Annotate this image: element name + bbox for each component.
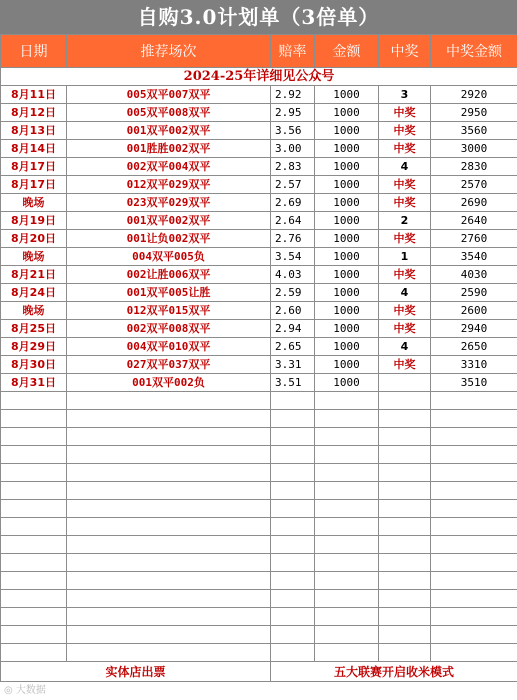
odds-cell: 3.31 (271, 356, 315, 374)
empty-cell (379, 482, 431, 500)
empty-cell (1, 410, 67, 428)
date-cell: 8月24日 (1, 284, 67, 302)
result-cell (379, 374, 431, 392)
empty-cell (67, 410, 271, 428)
empty-cell (431, 392, 517, 410)
result-cell: 4 (379, 158, 431, 176)
empty-cell (431, 518, 517, 536)
empty-cell (271, 554, 315, 572)
result-cell: 中奖 (379, 122, 431, 140)
empty-cell (431, 554, 517, 572)
empty-cell (315, 554, 379, 572)
empty-row (1, 590, 517, 608)
match-cell: 004双平010双平 (67, 338, 271, 356)
header-row (1, 35, 517, 68)
empty-cell (431, 428, 517, 446)
match-cell: 012双平029双平 (67, 176, 271, 194)
empty-cell (67, 608, 271, 626)
empty-row (1, 626, 517, 644)
empty-cell (67, 464, 271, 482)
empty-cell (379, 626, 431, 644)
odds-cell: 2.76 (271, 230, 315, 248)
odds-cell: 3.56 (271, 122, 315, 140)
empty-cell (379, 500, 431, 518)
prize-cell: 2590 (431, 284, 517, 302)
empty-cell (67, 590, 271, 608)
date-cell: 8月14日 (1, 140, 67, 158)
amount-cell: 1000 (315, 212, 379, 230)
amount-cell: 1000 (315, 374, 379, 392)
prize-cell: 3510 (431, 374, 517, 392)
empty-cell (379, 572, 431, 590)
empty-cell (271, 500, 315, 518)
prize-cell: 2830 (431, 158, 517, 176)
match-cell: 001双平002双平 (67, 122, 271, 140)
prize-cell: 2650 (431, 338, 517, 356)
empty-cell (379, 392, 431, 410)
empty-cell (67, 518, 271, 536)
empty-cell (379, 608, 431, 626)
empty-row (1, 518, 517, 536)
empty-row (1, 536, 517, 554)
col-header-win: 中奖 (379, 35, 431, 68)
amount-cell: 1000 (315, 140, 379, 158)
empty-cell (315, 590, 379, 608)
sheet-title: 自购3.0计划单（3倍单） (0, 0, 517, 34)
empty-row (1, 482, 517, 500)
empty-row (1, 644, 517, 662)
date-cell: 8月19日 (1, 212, 67, 230)
amount-cell: 1000 (315, 266, 379, 284)
match-cell: 027双平037双平 (67, 356, 271, 374)
amount-cell: 1000 (315, 284, 379, 302)
empty-cell (1, 392, 67, 410)
match-cell: 005双平008双平 (67, 104, 271, 122)
result-cell: 2 (379, 212, 431, 230)
empty-cell (1, 536, 67, 554)
date-cell: 8月11日 (1, 86, 67, 104)
prize-cell: 2920 (431, 86, 517, 104)
empty-row (1, 428, 517, 446)
empty-cell (431, 572, 517, 590)
empty-cell (431, 410, 517, 428)
empty-cell (271, 590, 315, 608)
table-row (1, 302, 517, 320)
result-cell: 中奖 (379, 266, 431, 284)
result-cell: 1 (379, 248, 431, 266)
prize-cell: 2690 (431, 194, 517, 212)
date-cell: 8月20日 (1, 230, 67, 248)
table-row (1, 284, 517, 302)
empty-cell (431, 644, 517, 662)
odds-cell: 3.54 (271, 248, 315, 266)
odds-cell: 3.00 (271, 140, 315, 158)
amount-cell: 1000 (315, 230, 379, 248)
empty-cell (1, 572, 67, 590)
table-row (1, 158, 517, 176)
empty-cell (271, 518, 315, 536)
col-header-date: 日期 (1, 35, 67, 68)
empty-cell (271, 608, 315, 626)
empty-cell (1, 464, 67, 482)
empty-cell (271, 428, 315, 446)
table-row (1, 194, 517, 212)
empty-cell (379, 554, 431, 572)
match-cell: 004双平005负 (67, 248, 271, 266)
amount-cell: 1000 (315, 176, 379, 194)
empty-cell (315, 482, 379, 500)
plan-table (0, 34, 517, 682)
date-cell: 晚场 (1, 248, 67, 266)
empty-cell (67, 482, 271, 500)
col-header-prize: 中奖金额 (431, 35, 517, 68)
empty-cell (379, 428, 431, 446)
amount-cell: 1000 (315, 86, 379, 104)
empty-cell (271, 626, 315, 644)
table-row (1, 212, 517, 230)
date-cell: 8月25日 (1, 320, 67, 338)
empty-cell (379, 464, 431, 482)
empty-cell (379, 446, 431, 464)
empty-cell (315, 572, 379, 590)
table-row (1, 356, 517, 374)
odds-cell: 2.69 (271, 194, 315, 212)
match-cell: 001双平005让胜 (67, 284, 271, 302)
prize-cell: 3540 (431, 248, 517, 266)
odds-cell: 2.95 (271, 104, 315, 122)
col-header-odds: 赔率 (271, 35, 315, 68)
empty-cell (315, 410, 379, 428)
odds-cell: 2.94 (271, 320, 315, 338)
empty-cell (67, 572, 271, 590)
empty-cell (67, 428, 271, 446)
watermark-text: 大数据 (15, 685, 46, 696)
result-cell: 中奖 (379, 140, 431, 158)
empty-cell (67, 626, 271, 644)
empty-row (1, 554, 517, 572)
empty-cell (67, 644, 271, 662)
prize-cell: 2940 (431, 320, 517, 338)
result-cell: 中奖 (379, 230, 431, 248)
empty-cell (1, 554, 67, 572)
result-cell: 中奖 (379, 320, 431, 338)
empty-cell (271, 644, 315, 662)
match-cell: 001让负002双平 (67, 230, 271, 248)
empty-cell (315, 446, 379, 464)
result-cell: 3 (379, 86, 431, 104)
empty-cell (431, 446, 517, 464)
odds-cell: 2.64 (271, 212, 315, 230)
empty-cell (431, 536, 517, 554)
empty-row (1, 500, 517, 518)
table-row (1, 122, 517, 140)
odds-cell: 2.60 (271, 302, 315, 320)
prize-cell: 2600 (431, 302, 517, 320)
empty-cell (271, 410, 315, 428)
empty-cell (315, 500, 379, 518)
prize-cell: 3000 (431, 140, 517, 158)
footer-left: 实体店出票 (1, 662, 271, 682)
camera-icon: ◎ (4, 685, 13, 696)
prize-cell: 2760 (431, 230, 517, 248)
match-cell: 001双平002负 (67, 374, 271, 392)
banner-text: 2024-25年详细见公众号 (1, 68, 517, 86)
prize-cell: 2640 (431, 212, 517, 230)
empty-cell (271, 482, 315, 500)
table-row (1, 104, 517, 122)
empty-row (1, 392, 517, 410)
table-row (1, 176, 517, 194)
empty-cell (431, 590, 517, 608)
empty-row (1, 608, 517, 626)
empty-cell (1, 590, 67, 608)
empty-row (1, 410, 517, 428)
prize-cell: 2950 (431, 104, 517, 122)
empty-cell (1, 482, 67, 500)
empty-cell (1, 428, 67, 446)
empty-cell (379, 518, 431, 536)
empty-cell (315, 626, 379, 644)
watermark-logo (4, 681, 46, 696)
empty-cell (67, 554, 271, 572)
empty-cell (379, 410, 431, 428)
amount-cell: 1000 (315, 104, 379, 122)
empty-cell (271, 572, 315, 590)
empty-cell (315, 464, 379, 482)
prize-cell: 3310 (431, 356, 517, 374)
prize-cell: 2570 (431, 176, 517, 194)
amount-cell: 1000 (315, 356, 379, 374)
empty-cell (379, 644, 431, 662)
empty-cell (1, 644, 67, 662)
empty-cell (67, 392, 271, 410)
result-cell: 4 (379, 284, 431, 302)
date-cell: 8月31日 (1, 374, 67, 392)
empty-cell (1, 626, 67, 644)
match-cell: 012双平015双平 (67, 302, 271, 320)
amount-cell: 1000 (315, 194, 379, 212)
amount-cell: 1000 (315, 338, 379, 356)
table-row (1, 86, 517, 104)
table-row (1, 230, 517, 248)
table-row (1, 320, 517, 338)
match-cell: 002让胜006双平 (67, 266, 271, 284)
amount-cell: 1000 (315, 320, 379, 338)
table-row (1, 140, 517, 158)
empty-cell (431, 608, 517, 626)
col-header-match: 推荐场次 (67, 35, 271, 68)
col-header-amount: 金额 (315, 35, 379, 68)
table-body (1, 68, 517, 662)
empty-cell (431, 464, 517, 482)
empty-cell (315, 392, 379, 410)
empty-cell (271, 392, 315, 410)
empty-cell (379, 536, 431, 554)
empty-cell (315, 608, 379, 626)
prize-cell: 3560 (431, 122, 517, 140)
empty-cell (1, 518, 67, 536)
empty-cell (271, 464, 315, 482)
amount-cell: 1000 (315, 248, 379, 266)
empty-row (1, 446, 517, 464)
footer-right: 五大联赛开启收米模式 (271, 662, 517, 682)
empty-cell (1, 500, 67, 518)
empty-cell (67, 500, 271, 518)
match-cell: 002双平008双平 (67, 320, 271, 338)
empty-cell (315, 518, 379, 536)
banner-row (1, 68, 517, 86)
footer-row (1, 662, 517, 682)
result-cell: 中奖 (379, 104, 431, 122)
match-cell: 002双平004双平 (67, 158, 271, 176)
empty-cell (67, 446, 271, 464)
date-cell: 8月12日 (1, 104, 67, 122)
empty-cell (315, 536, 379, 554)
table-row (1, 374, 517, 392)
table-row (1, 338, 517, 356)
prize-cell: 4030 (431, 266, 517, 284)
match-cell: 001胜胜002双平 (67, 140, 271, 158)
result-cell: 中奖 (379, 356, 431, 374)
result-cell: 4 (379, 338, 431, 356)
match-cell: 023双平029双平 (67, 194, 271, 212)
result-cell: 中奖 (379, 194, 431, 212)
table-row (1, 248, 517, 266)
empty-cell (1, 608, 67, 626)
table-row (1, 266, 517, 284)
odds-cell: 4.03 (271, 266, 315, 284)
amount-cell: 1000 (315, 158, 379, 176)
date-cell: 晚场 (1, 194, 67, 212)
empty-cell (379, 590, 431, 608)
date-cell: 晚场 (1, 302, 67, 320)
date-cell: 8月17日 (1, 158, 67, 176)
result-cell: 中奖 (379, 176, 431, 194)
amount-cell: 1000 (315, 302, 379, 320)
match-cell: 001双平002双平 (67, 212, 271, 230)
date-cell: 8月13日 (1, 122, 67, 140)
empty-row (1, 572, 517, 590)
odds-cell: 2.57 (271, 176, 315, 194)
empty-cell (67, 536, 271, 554)
date-cell: 8月21日 (1, 266, 67, 284)
date-cell: 8月17日 (1, 176, 67, 194)
empty-cell (315, 644, 379, 662)
odds-cell: 2.83 (271, 158, 315, 176)
result-cell: 中奖 (379, 302, 431, 320)
match-cell: 005双平007双平 (67, 86, 271, 104)
empty-cell (431, 482, 517, 500)
empty-row (1, 464, 517, 482)
empty-cell (315, 428, 379, 446)
date-cell: 8月29日 (1, 338, 67, 356)
odds-cell: 2.59 (271, 284, 315, 302)
empty-cell (271, 536, 315, 554)
empty-cell (1, 446, 67, 464)
amount-cell: 1000 (315, 122, 379, 140)
empty-cell (271, 446, 315, 464)
date-cell: 8月30日 (1, 356, 67, 374)
odds-cell: 2.65 (271, 338, 315, 356)
odds-cell: 3.51 (271, 374, 315, 392)
empty-cell (431, 626, 517, 644)
odds-cell: 2.92 (271, 86, 315, 104)
empty-cell (431, 500, 517, 518)
